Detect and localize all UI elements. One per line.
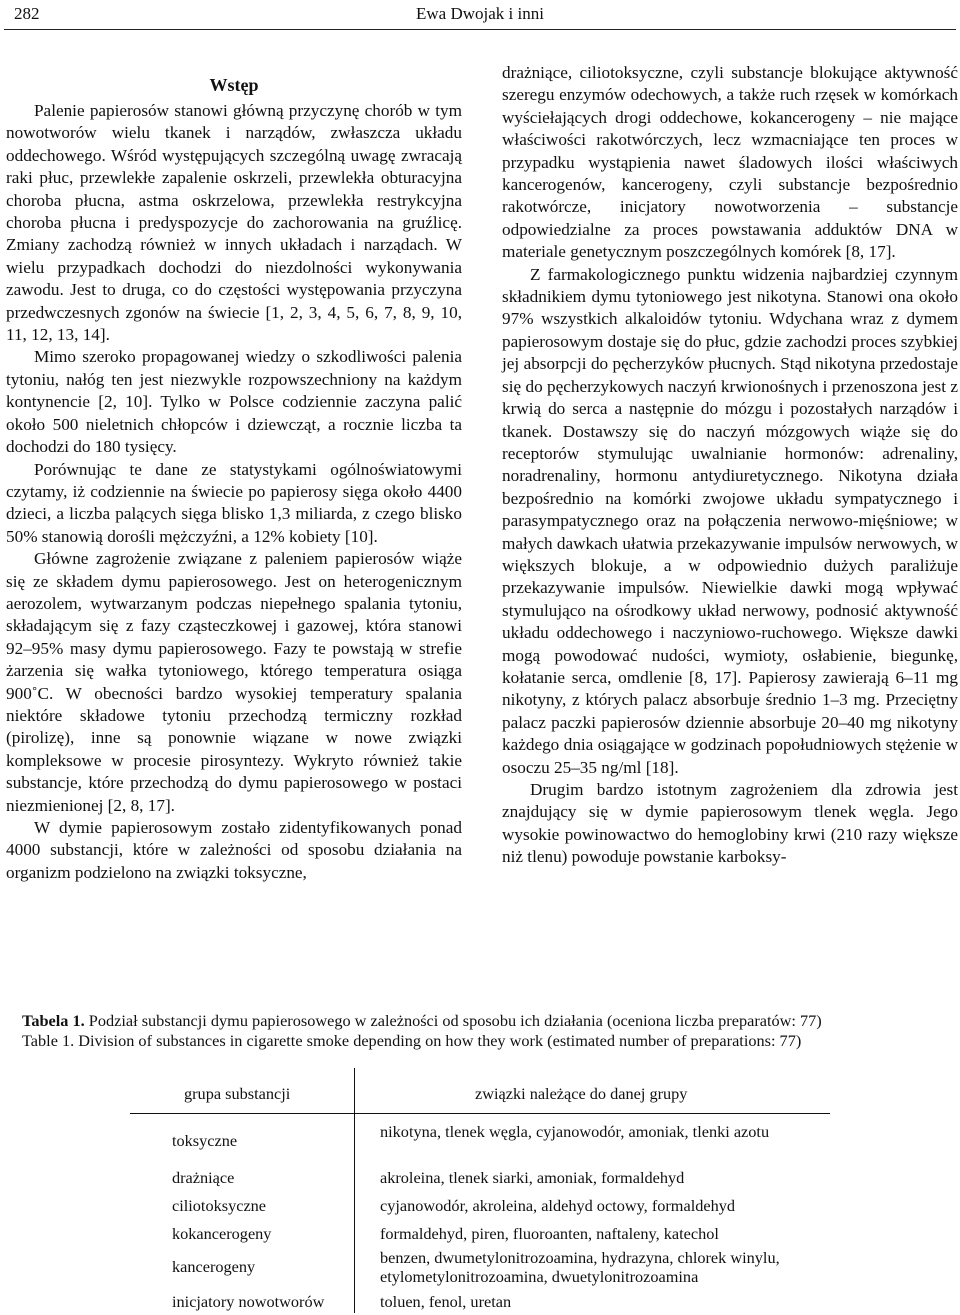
table-caption (22, 1011, 942, 1051)
caption-text-pl: Podział substancji dymu papierosowego w zależności od sposobu ich działania (oceniona liczba preparatów: 77) (84, 1011, 822, 1030)
right-paragraph: Drugim bardzo istotnym zagrożeniem dla zdrowia jest znajdujący się w dymie papierosowym tlenek węgla. Jego wysokie powinowactwo do hemoglobiny krwi (210 razy większe niż tlenu) powoduje powstanie karboksy- (502, 780, 958, 867)
running-title: Ewa Dwojak i inni (416, 4, 544, 23)
compounds-cell: toluen, fenol, uretan (380, 1292, 512, 1311)
compounds-cell: cyjanowodór, akroleina, aldehyd octowy, formaldehyd (380, 1196, 736, 1215)
page-number: 282 (14, 4, 40, 23)
compounds-cell: benzen, dwumetylonitrozoamina, hydrazyna, chlorek winylu, etylometylonitrozoamina, dwuetylonitrozoamina (380, 1248, 780, 1286)
caption-label: Tabela 1. (22, 1011, 85, 1030)
compounds-cell: akroleina, tlenek siarki, amoniak, formaldehyd (380, 1168, 685, 1187)
substances-table (130, 1068, 830, 1313)
header-rule (4, 29, 956, 30)
group-cell: toksyczne (172, 1131, 238, 1150)
left-paragraph: Palenie papierosów stanowi główną przyczynę chorób w tym nowotworów wielu tkanek i narządów, zwłaszcza układu oddechowego. Wśród występujących szczególną uwagę zwracają raki płuc, przewlekłe zapalenie oskrzeli, przewlekła obturacyjna choroba płucna, astma oskrzelowa, przewlekła restrykcyjna choroba płucna i predyspozycje do zachorowania na gruźlicę. Zmiany zachodzą również w innych układach i narządach. W wielu przypadkach dochodzi do niezdolności wykonywania zawodu. Jest to druga, co do częstości występowania przyczyna przedwczesnych zgonów na świecie [1, 2, 3, 4, 5, 6, 7, 8, 9, 10, 11, 12, 13, 14]. (6, 101, 462, 345)
group-cell: drażniące (172, 1168, 235, 1187)
caption-english: Table 1. Division of substances in cigarette smoke depending on how they work (estimated number of preparations: 77) (22, 1031, 802, 1050)
table-header-group: grupa substancji (184, 1084, 291, 1103)
group-cell: kokancerogeny (172, 1224, 272, 1243)
left-paragraph: Porównując te dane ze statystykami ogólnoświatowymi czytamy, iż codziennie na świecie po papierosy sięga około 4400 dzieci, a liczba palących sięga blisko 1,3 miliarda, z czego blisko 50% stanowią dorośli mężczyźni, a 12% kobiety [10]. (6, 459, 462, 546)
right-paragraph: drażniące, ciliotoksyczne, czyli substancje blokujące aktywność szeregu enzymów odechowych, a także ruch rzęsek w komórkach wyściełających drogi oddechowe, kokancerogeny – nie mające właściwości rakotwórczych, lecz wzmacniające ten proces w przypadku wystąpienia nawet śladowych ilości właściwych kancerogenów, kancerogeny, czyli substancje bezpośrednio rakotwórcze, inicjatory nowotworzenia – substancje odpowiedzialne za proces powstawania adduktów DNA w materiale genetycznym poszczególnych komórek [8, 17]. (502, 63, 958, 262)
compounds-cell: formaldehyd, piren, fluoroanten, naftaleny, katechol (380, 1224, 719, 1243)
table-header-rule (130, 1113, 830, 1114)
left-paragraph: Główne zagrożenie związane z paleniem papierosów wiąże się ze składem dymu papierosowego. Jest on heterogenicznym aerozolem, wytwarzanym podczas niepełnego spalania tytoniu, składającym się z fazy cząsteczkowej i gazowej, która stanowi 92–95% masy dymu papierosowego. Fazy te powstają w strefie żarzenia się wałka tytoniowego, którego temperatura osiąga 900˚C. W obecności bardzo wysokiej temperatury spalania niektóre składowe tytoniu przechodzą termiczny rozkład (pirolizę), inne są ponownie wiązane w nowe związki kompleksowe w procesie pirosyntezy. Wykryto również takie substancje, które przechodzą do dymu papierosowego w postaci niezmienionej [2, 8, 17]. (6, 549, 462, 815)
group-cell: inicjatory nowotworów (172, 1292, 325, 1311)
section-title: Wstęp (209, 75, 259, 95)
table-column-divider (354, 1068, 355, 1313)
page-header (0, 0, 960, 38)
caption-polish (22, 1011, 942, 1031)
group-cell: ciliotoksyczne (172, 1196, 267, 1215)
left-paragraph: W dymie papierosowym zostało zidentyfikowanych ponad 4000 substancji, które w zależności od sposobu działania na organizm podzielono na związki toksyczne, (6, 818, 462, 882)
table-header-compounds: związki należące do danej grupy (475, 1084, 688, 1103)
compounds-cell: nikotyna, tlenek węgla, cyjanowodór, amoniak, tlenki azotu (380, 1122, 770, 1141)
left-column (6, 74, 462, 884)
group-cell: kancerogeny (172, 1257, 256, 1276)
right-column (502, 62, 958, 869)
right-paragraph: Z farmakologicznego punktu widzenia najbardziej czynnym składnikiem dymu tytoniowego jest nikotyna. Stanowi ona około 97% wszystkich alkaloidów tytoniu. Wdychana wraz z dymem papierosowym dostaje się do płuc, gdzie zachodzi proces szybkiej jej absorpcji do pęcherzyków płucnych. Stąd nikotyna przedostaje się do pęcherzykowych naczyń krwionośnych i przenoszona jest z krwią do serca a następnie do mózgu i pozostałych narządów i tkanek. Dostawszy się do naczyń mózgowych wiąże się do receptorów stymulując uwalnianie hormonów: adrenaliny, noradrenaliny, hormonu antydiuretycznego. Nikotyna działa bezpośrednio na komórki zwojowe układu sympatycznego i parasympatycznego oraz na połączenia nerwowo-mięśniowe; w małych dawkach ułatwia przekazywanie impulsów nerwowych, w większych blokuje, a w odpowiednio dużych paraliżuje przekazywanie impulsów. Niewielkie dawki mogą wpływać stymulująco na ośrodkowy układ nerwowy, podnosić aktywność układu oddechowego i naczyniowo-ruchowego. Większe dawki mogą powodować nudości, wymioty, osłabienie, biegunkę, kołatanie serca, omdlenie [8, 17]. Papierosy zawierają 6–11 mg nikotyny, z których palacz absorbuje średnio 1–3 mg. Przeciętny palacz paczki papierosów dziennie absorbuje 20–40 mg nikotyny każdego dnia osiągające w godzinach popołudniowych stężenie w osoczu 25–35 ng/ml [18]. (502, 264, 958, 777)
left-paragraph: Mimo szeroko propagowanej wiedzy o szkodliwości palenia tytoniu, nałóg ten jest niezwykle rozpowszechniony na każdym kontynencie [2, 10]. Tylko w Polsce codziennie zaczyna palić około 500 nieletnich chłopców i dziewcząt, a rocznie liczba ta dochodzi do 180 tysięcy. (6, 347, 462, 457)
